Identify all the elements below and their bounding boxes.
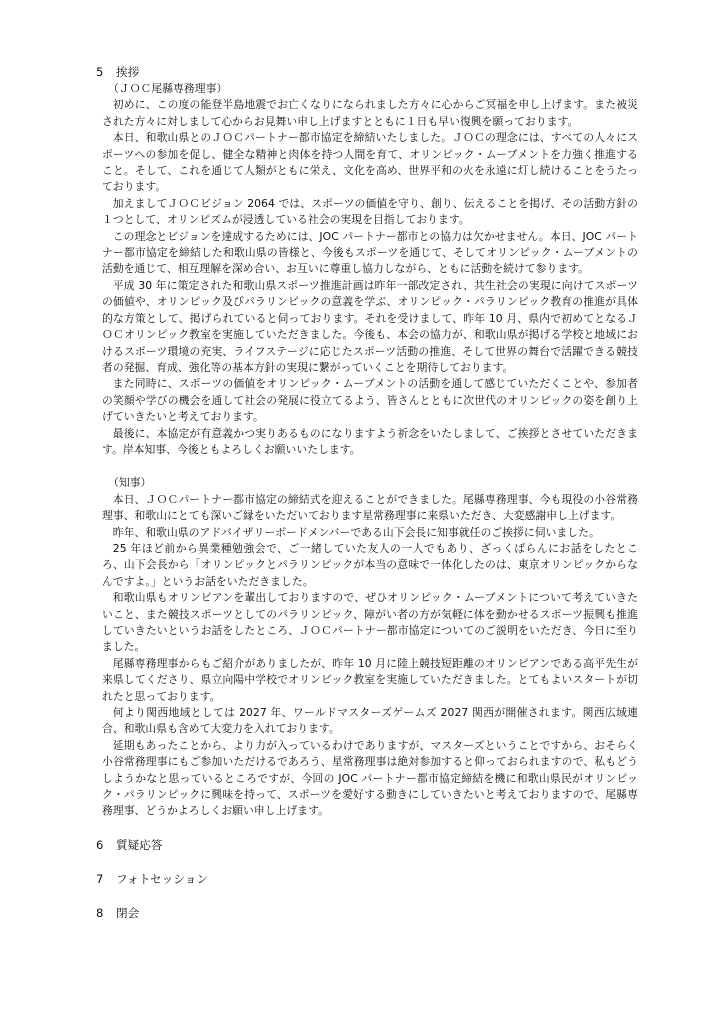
speaker-label: （ＪＯＣ尾縣専務理事） <box>108 82 228 95</box>
paragraph: 本日、和歌山県とのＪＯＣパートナー都市協定を締結いたしました。ＪＯＣの理念には、すべての人々にスポーツへの参加を促し、健全な精神と肉体を持つ人間を育て、オリンピック・ムーブメントを力強く推進すること。そして、これを通じて人類がともに栄え、文化を高め、世界平和の火を永遠に灯し続けることをうたっております。 <box>102 131 638 194</box>
document-body <box>96 64 639 922</box>
section-heading-8 <box>96 905 638 922</box>
section-title: 質疑応答 <box>116 837 163 852</box>
section-heading-5 <box>96 64 638 81</box>
paragraph: 何より関西地域としては 2027 年、ワールドマスターズゲームズ 2027 関西が開催されます。関西広域連合、和歌山県も含めて大変力を入れております。 <box>102 706 638 736</box>
section-number: 7 <box>96 871 104 886</box>
greeting-governor <box>102 475 638 820</box>
paragraph: 本日、ＪＯＣパートナー都市協定の締結式を迎えることができました。尾縣専務理事、今も現役の小谷常務理事、和歌山にとても深いご縁をいただいております星常務理事に来県いただき、大変感謝申し上げます。 <box>102 492 638 523</box>
paragraph: 延期もあったことから、より力が入っているわけでありますが、マスターズということですから、おそらく小谷常務理事にもご参加いただけるであろう、星常務理事は絶対参加すると仰っておられますので、私もどうしようかなと思っているところですが、今回の JOC パートナー都市協定締結を機に和歌山県民がオリンピック・パラリンピックに興味を持って、スポーツを愛好する動きにしていきたいと考えておりますので、尾縣専務理事、どうかよろしくお願い申し上げます。 <box>102 738 638 818</box>
section-number: 8 <box>96 905 104 920</box>
paragraph: 和歌山県もオリンピアンを輩出しておりますので、ぜひオリンピック・ムーブメントについて考えていきたいこと、また競技スポーツとしてのパラリンピック、障がい者の方が気軽に体を動かせるスポーツ振興も推進していきたいというお話をしたところ、ＪＯＣパートナー都市協定についてのご説明をいただき、今日に至りました。 <box>102 591 639 654</box>
paragraph: 昨年、和歌山県のアドバイザリーボードメンバーである山下会長に知事就任のご挨拶に伺いました。 <box>112 525 600 539</box>
section-number: 5 <box>96 65 104 79</box>
paragraph: 尾縣専務理事からもご紹介がありましたが、昨年 10 月に陸上競技短距離のオリンピアンである高平先生が来県してくださり、県立向陽中学校でオリンピック教室を実施していただきました。とてもよいスタートが切れたと思っております。 <box>102 656 638 703</box>
section-title: フォトセッション <box>116 871 208 886</box>
speaker-label: （知事） <box>108 476 152 490</box>
paragraph: 最後に、本協定が有意義かつ実りあるものになりますよう祈念をいたしまして、ご挨拶とさせていただきます。岸本知事、今後ともよろしくお願いいたします。 <box>102 426 638 456</box>
paragraph: 25 年ほど前から異業種勉強会で、ご一緒していた友人の一人でもあり、ざっくばらんにお話をしたところ、山下会長から「オリンピックとパラリンピックが本当の意味で一体化したのは、東京オリンピックからなんですよ。」というお話をいただきました。 <box>102 541 638 588</box>
section-heading-6 <box>96 837 638 854</box>
section-title: 挨拶 <box>116 65 140 79</box>
paragraph: 平成 30 年に策定された和歌山県スポーツ推進計画は昨年一部改定され、共生社会の実現に向けてスポーツの価値や、オリンピック及びパラリンピックの意義を学ぶ、オリンピック・パラリンピック教育の推進が具体的な方策として、掲げられていると伺っております。それを受けまして、昨年 10 月、県内で初めてとなるＪＯＣオリンピック教室を実施していただきました。今後も、本会の協力が、和歌山県が掲げる学校と地域におけるスポーツ環境の充実、ライフステージに応じたスポーツ活動の推進、そして世界の舞台で活躍できる競技者の発掘、育成、強化等の基本方針の実現に繋がっていくことを期待しております。 <box>102 278 638 374</box>
greeting-joc <box>102 81 638 458</box>
section-title: 閉会 <box>116 905 140 920</box>
paragraph: 初めに、この度の能登半島地震でお亡くなりになられました方々に心からご冥福を申し上げます。また被災された方々に対しまして心からお見舞い申し上げますとともに１日も早い復興を願っております。 <box>102 98 638 128</box>
section-number: 6 <box>96 837 104 852</box>
paragraph: この理念とビジョンを達成するためには、JOC パートナー都市との協力は欠かせません。本日、JOC パートナー都市協定を締結した和歌山県の皆様と、今後もスポーツを通じて、そしてオリンピック・ムーブメントの活動を通じて、相互理解を深め合い、お互いに尊重し協力しながら、ともに活動を続けて参ります。 <box>102 229 638 276</box>
paragraph: また同時に、スポーツの価値をオリンピック・ムーブメントの活動を通して感じていただくことや、参加者の笑顔や学びの機会を通して社会の発展に役立てるよう、皆さんとともに次世代のオリンピックの姿を創り上げていきたいと考えております。 <box>102 377 638 424</box>
paragraph: 加えましてＪＯＣビジョン 2064 では、スポーツの価値を守り、創り、伝えることを掲げ、その活動方針の１つとして、オリンピズムが浸透している社会の実現を目指しております。 <box>102 196 638 227</box>
section-heading-7 <box>96 871 638 888</box>
